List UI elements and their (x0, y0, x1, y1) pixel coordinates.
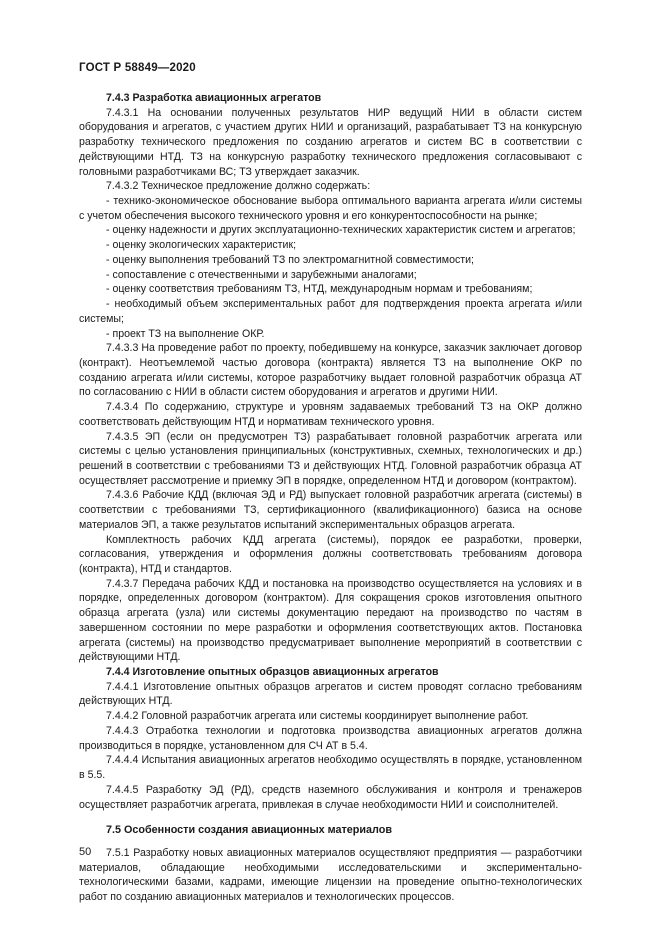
document-body (79, 91, 582, 905)
list-item: - сопоставление с отечественными и зарубежными аналогами; (106, 268, 417, 281)
paragraph: 7.4.3.3 На проведение работ по проекту, победившему на конкурсе, заказчик заключает договор (контракт). Неотъемлемой частью договора (контракта) является ТЗ на выполнение ОКР по созданию агрегата и/или системы, которое разработчику выдает головной разработчик образца АТ по согласованию с НИИ в области систем оборудования и агрегатов и другими НИИ. (79, 342, 582, 399)
subsection-heading: 7.4.3 Разработка авиационных агрегатов (106, 92, 322, 104)
document-header: ГОСТ Р 58849—2020 (79, 62, 196, 74)
paragraph: 7.4.3.1 На основании полученных результатов НИР ведущий НИИ в области систем оборудования и агрегатов, с участием других НИИ и организаций, разрабатывает ТЗ на конкурсную разработку технического предложения по созданию агрегатов и систем ВС в соответствии с действующими НТД. ТЗ на конкурсную разработку технического предложения согласовывают с головными разработчиками ВС; ТЗ утверждает заказчик. (79, 106, 582, 178)
list-item: - оценку выполнения требований ТЗ по электромагнитной совместимости; (106, 253, 474, 266)
paragraph: 7.4.4.1 Изготовление опытных образцов агрегатов и систем проводят согласно требованиям действующих НТД. (79, 680, 582, 708)
paragraph: 7.4.4.2 Головной разработчик агрегата или системы координирует выполнение работ. (106, 710, 529, 723)
paragraph: 7.4.3.2 Техническое предложение должно содержать: (106, 180, 371, 193)
paragraph: 7.4.3.4 По содержанию, структуре и уровням задаваемых требований ТЗ на ОКР должно соответствовать действующим НТД и нормативам технического уровня. (79, 401, 582, 428)
list-item: - оценку экологических характеристик; (106, 239, 297, 252)
list-item: - технико-экономическое обоснование выбора оптимального варианта агрегата и/или системы с учетом обеспечения высокого технического уровня и его конкурентоспособности на рынке; (79, 195, 582, 222)
list-item: - проект ТЗ на выполнение ОКР. (106, 327, 265, 340)
paragraph: Комплектность рабочих КДД агрегата (системы), порядок ее разработки, проверки, согласования, утверждения и оформления должны соответствовать требованиям договора (контракта), НТД и стандартов. (79, 533, 582, 575)
paragraph: 7.4.4.5 Разработку ЭД (РД), средств наземного обслуживания и контроля и тренажеров осуществляет разработчик агрегата, привлекая в случае необходимости НИИ и соисполнителей. (79, 783, 582, 811)
paragraph: 7.4.3.7 Передача рабочих КДД и постановка на производство осуществляется на условиях и в порядке, определенных договором (контрактом). Для сокращения сроков изготовления опытного образца агрегата (узла) или системы документацию передают на производство по частям в завершенном состоянии по мере разработки и оформления соответствующих актов. Постановка агрегата (системы) на производство предусматривает выполнение мероприятий в соответствии с действующими НТД. (79, 577, 582, 664)
list-item: - необходимый объем экспериментальных работ для подтверждения проекта агрегата и/или системы; (79, 298, 582, 325)
paragraph: 7.4.3.5 ЭП (если он предусмотрен ТЗ) разрабатывает головной разработчик агрегата или системы с целью установления принципиальных (конструктивных, схемных, технологических и др.) решений в соответствии с требованиями ТЗ и действующих НТД. Головной разработчик образца АТ осуществляет рассмотрение и приемку ЭП в порядке, определенном НТД и договором (контрактом). (79, 430, 582, 487)
list-item: - оценку соответствия требованиям ТЗ, НТД, международным нормам и требованиям; (106, 283, 533, 296)
paragraph: 7.4.4.3 Отработка технологии и подготовка производства авиационных агрегатов должна производиться в порядке, установленном для СЧ АТ в 5.4. (79, 724, 582, 752)
subsection-heading: 7.4.4 Изготовление опытных образцов авиационных агрегатов (106, 666, 439, 679)
list-item: - оценку надежности и других эксплуатационно-технических характеристик систем и агрегатов; (106, 224, 576, 237)
paragraph: 7.4.4.4 Испытания авиационных агрегатов необходимо осуществлять в порядке, установленном в 5.5. (79, 754, 582, 782)
section-heading: 7.5 Особенности создания авиационных материалов (106, 824, 392, 837)
page-number: 50 (79, 846, 92, 858)
paragraph: 7.5.1 Разработку новых авиационных материалов осуществляют предприятия — разработчики материалов, обладающие необходимыми исследовательскими и экспериментально-технологическими базами, кадрами, имеющие лицензии на проведение опытно-технологических работ по созданию авиационных материалов и технологических процессов. (79, 846, 582, 904)
paragraph: 7.4.3.6 Рабочие КДД (включая ЭД и РД) выпускает головной разработчик агрегата (системы) в соответствии с требованиями ТЗ, сертификационного (квалификационного) базиса на основе материалов ЭП, а также результатов испытаний экспериментальных образцов агрегата. (79, 489, 582, 531)
